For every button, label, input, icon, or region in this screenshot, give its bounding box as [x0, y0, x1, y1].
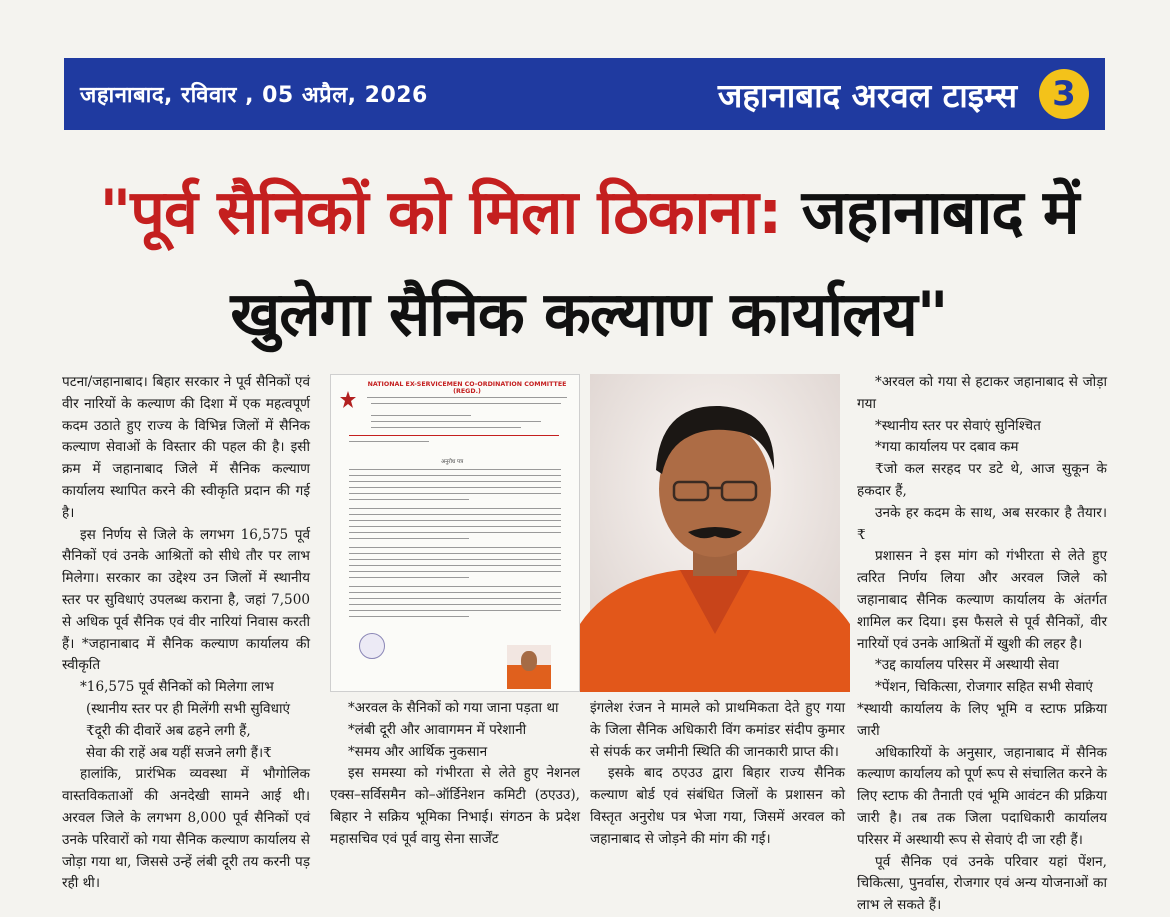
letter-text-line: [367, 397, 567, 398]
bullet-line: *स्थायी कार्यालय के लिए भूमि व स्टाफ प्रक्रिया जारी: [857, 700, 1107, 739]
bullet-line: *अरवल को गया से हटाकर जहानाबाद से जोड़ा गया: [857, 374, 1107, 412]
emblem-icon: [337, 389, 359, 411]
portrait-photo: [590, 374, 840, 692]
letter-text-line: [349, 547, 561, 548]
letter-text-line: [349, 481, 561, 482]
portrait-illustration: [590, 374, 840, 692]
bullet-line: *गया कार्यालय पर दबाव कम: [875, 439, 1019, 456]
dateline: जहानाबाद, रविवार , 05 अप्रैल, 2026: [80, 83, 428, 108]
letter-text-line: [371, 415, 471, 416]
poem-line: उनके हर कदम के साथ, अब सरकार है तैयार।₹: [857, 504, 1107, 543]
paragraph: हालांकि, प्रारंभिक व्यवस्था में भौगोलिक वास्तविकताओं की अनदेखी सामने आई थी। अरवल जिले के लगभग 8,000 पूर्व सैनिकों एवं उनके परिवारों को गया सैनिक कल्याण कार्यालय से जोड़ा गया था, जिससे उन्हें लंबी दूरी तय करनी पड़ रही थी।: [62, 766, 310, 892]
letter-text-line: [349, 571, 561, 572]
letter-text-line: [349, 592, 561, 593]
letterhead-title: NATIONAL EX-SERVICEMEN CO-ORDINATION COMMITTEE (REGD.): [367, 381, 567, 395]
poem-line: ₹दूरी की दीवारें अब ढहने लगी हैं,: [86, 722, 251, 739]
letter-text-line: [349, 559, 561, 560]
letter-text-line: [349, 526, 561, 527]
paragraph: इस समस्या को गंभीरता से लेते हुए नेशनल एक्स–सर्विसमैन को–ऑर्डिनेशन कमिटी (ठएउउ), बिहार ने सक्रिय भूमिका निभाई। संगठन के प्रदेश महासचिव एवं पूर्व वायु सेना सार्जेंट: [330, 765, 580, 847]
paragraph: पूर्व सैनिक एवं उनके परिवार यहां पेंशन, चिकित्सा, पुनर्वास, रोजगार एवं अन्य योजनाओं का लाभ ले सकते हैं।: [857, 853, 1107, 914]
letter-text-line: [349, 441, 429, 442]
paragraph: अधिकारियों के अनुसार, जहानाबाद में सैनिक कल्याण कार्यालय को पूर्ण रूप से संचालित करने के लिए स्टाफ की तैनाती एवं भूमि आवंटन की प्रक्रिया जारी है। तब तक जिला पदाधिकारी कार्यालय परिसर में अस्थायी रूप से सेवाएं दी जा रही हैं।: [857, 744, 1107, 848]
paragraph: पटना/जहानाबाद। बिहार सरकार ने पूर्व सैनिकों एवं वीर नारियों के कल्याण की दिशा में एक महत्वपूर्ण कदम उठाते हुए राज्य के विभिन्न जिलों में सैनिक कल्याण सेवाओं के विस्तार की पहल की है। इसी क्रम में जहानाबाद जिले में सैनिक कल्याण कार्यालय स्थापित करने की स्वीकृति प्रदान की गई है।: [62, 374, 310, 521]
letter-thumbnail-photo: [507, 645, 551, 689]
poem-line: ₹जो कल सरहद पर डटे थे, आज सुकून के हकदार हैं,: [857, 461, 1107, 499]
paper-name: जहानाबाद अरवल टाइम्स: [717, 75, 1017, 115]
article-headline: [64, 162, 1114, 366]
letter-text-line: [349, 598, 561, 599]
letter-text-line: [349, 577, 469, 578]
paragraph: इंगलेश रंजन ने मामले को प्राथमिकता देते हुए गया के जिला सैनिक अधिकारी विंग कमांडर संदीप कुमार से संपर्क कर जमीनी स्थिति की जानकारी प्राप्त की।: [590, 700, 845, 760]
bullet-line: *स्थानीय स्तर पर सेवाएं सुनिश्चित: [875, 417, 1041, 434]
letter-text-line: [349, 520, 561, 521]
bullet-line: *16,575 पूर्व सैनिकों को मिलेगा लाभ: [80, 679, 274, 696]
letter-text-line: [349, 469, 561, 470]
letter-text-line: [349, 487, 561, 488]
bullet-line: *लंबी दूरी और आवागमन में परेशानी: [348, 721, 527, 738]
poem-line: सेवा की राहें अब यहीं सजने लगी हैं।₹: [86, 744, 272, 761]
letter-image: [330, 374, 580, 692]
letter-text-line: [349, 616, 469, 617]
letter-text-line: [349, 475, 561, 476]
seal-stamp: [359, 633, 385, 659]
letter-text-line: [371, 403, 561, 404]
letter-divider: [349, 435, 559, 436]
letter-text-line: [349, 538, 469, 539]
article-column-1: [62, 372, 310, 895]
page-number-badge: 3: [1039, 69, 1089, 119]
letter-text-line: [349, 514, 561, 515]
article-column-2: [330, 698, 580, 851]
letter-text-line: [371, 421, 541, 422]
paragraph: इसके बाद ठएउउ द्वारा बिहार राज्य सैनिक कल्याण बोर्ड एवं संबंधित जिलों के प्रशासन को विस्तृत अनुरोध पत्र भेजा गया, जिसमें अरवल को जहानाबाद से जोड़ने की मांग की गई।: [590, 765, 845, 847]
poem-line: (स्थानीय स्तर पर ही मिलेंगी सभी सुविधाएं: [86, 700, 290, 717]
headline-part-red: "पूर्व सैनिकों को मिला ठिकाना:: [99, 177, 782, 248]
article-column-4: [857, 372, 1107, 917]
letter-subject: अनुरोध पत्र: [441, 459, 464, 465]
letter-text-line: [349, 604, 561, 605]
letter-text-line: [349, 532, 561, 533]
letter-text-line: [349, 586, 561, 587]
paragraph: इस निर्णय से जिले के लगभग 16,575 पूर्व सैनिकों एवं उनके आश्रितों को सीधे तौर पर लाभ मिलेगा। सरकार का उद्देश्य उन जिलों में स्थानीय स्तर पर सुविधाएं उपलब्ध कराना है, जहां 7,500 से अधिक पूर्व सैनिक एवं वीर नारियां निवास करती हैं। *जहानाबाद में सैनिक कल्याण कार्यालय की स्वीकृति: [62, 526, 310, 674]
bullet-line: *उद्द कार्यालय परिसर में अस्थायी सेवा: [875, 657, 1059, 674]
letter-text-line: [349, 508, 561, 509]
letter-text-line: [349, 499, 469, 500]
masthead-banner: [64, 58, 1105, 130]
letter-text-line: [349, 610, 561, 611]
bullet-line: *पेंशन, चिकित्सा, रोजगार सहित सभी सेवाएं: [875, 679, 1093, 696]
letter-text-line: [349, 493, 561, 494]
letter-text-line: [349, 553, 561, 554]
letter-text-line: [349, 565, 561, 566]
bullet-line: *समय और आर्थिक नुकसान: [348, 743, 488, 760]
headline-part-black: जहानाबाद में खुलेगा सैनिक कल्याण कार्यालय": [230, 177, 1079, 350]
article-column-3: [590, 698, 845, 851]
bullet-line: *अरवल के सैनिकों को गया जाना पड़ता था: [348, 700, 559, 716]
letter-text-line: [371, 427, 521, 428]
paragraph: प्रशासन ने इस मांग को गंभीरता से लेते हुए त्वरित निर्णय लिया और अरवल जिले को जहानाबाद सैनिक कल्याण कार्यालय के अंतर्गत शामिल कर दिया। इस फैसले से पूर्व सैनिकों, वीर नारियों एवं उनके आश्रितों में खुशी की लहर है।: [857, 548, 1107, 652]
